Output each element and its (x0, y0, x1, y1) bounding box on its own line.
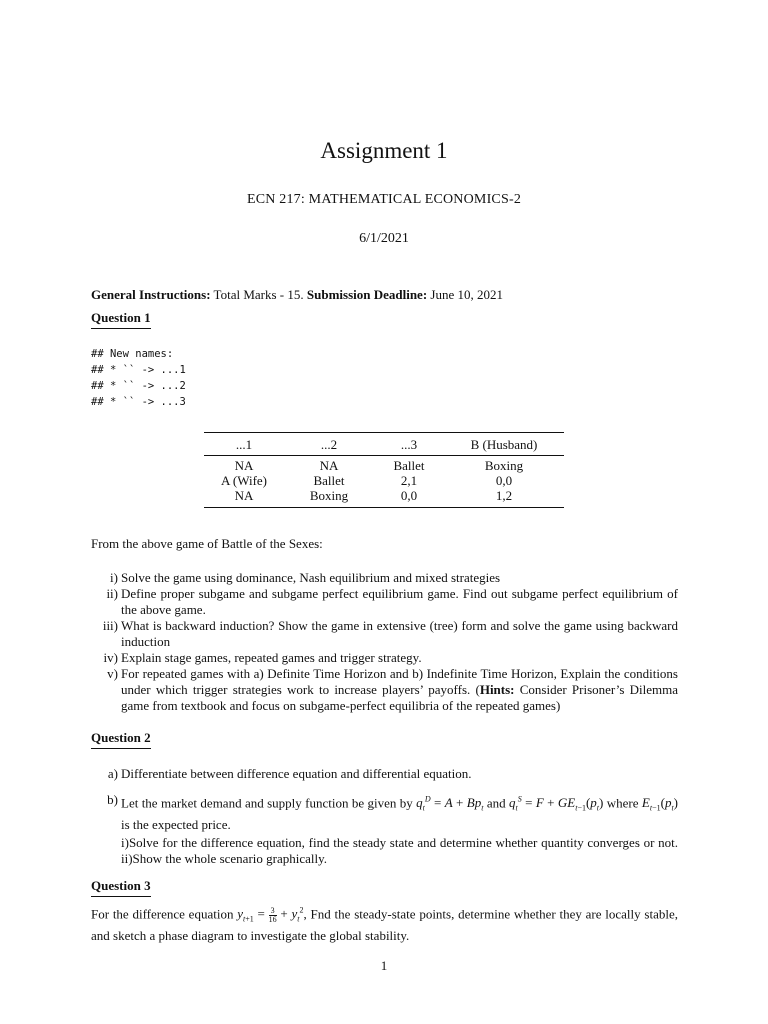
table-header: ...2 (320, 437, 338, 452)
question-2-heading: Question 2 (91, 730, 151, 746)
code-line: ## * `` -> ...2 (91, 380, 186, 392)
question-1-list (91, 570, 678, 714)
instructions-label: General Instructions: (91, 287, 211, 302)
page-number: 1 (380, 958, 388, 973)
list-item: b) Let the market demand and supply function be given by $q_t^D = A + Bp_t$ and $q_t^S = F + GE_{t-1}(p_t)$ where $E_{t-1}(p_t)$ is the expected price. i)Solve for the difference equation, find the steady state and determine whether quantity converges or not. ii)Show the whole scenario graphically. (107, 792, 679, 866)
page-title: Assignment 1 (320, 138, 448, 163)
code-line: ## New names: (91, 348, 174, 360)
supply-function: $q_t^S = F + GE_{t-1}(p_t)$ (508, 795, 604, 813)
code-line: ## * `` -> ...1 (91, 364, 186, 376)
table-header: ...3 (400, 437, 418, 452)
list-item: v) For repeated games with a) Definite Time Horizon and b) Indefinite Time Horizon, Explain the conditions under which trigger strategies work to increase players’ payoffs. (Hints: Consider Prisoner’s Dilemma game from textbook and focus on subgame-perfect equilibria of the repeated games) (107, 666, 678, 713)
table-header: ...1 (235, 437, 253, 452)
course-title: ECN 217: MATHEMATICAL ECONOMICS-2 (246, 192, 522, 207)
assignment-date: 6/1/2021 (359, 231, 409, 246)
payoff-table (204, 432, 564, 508)
difference-equation: $y_{t+1}$ = $\frac{3}{16}$ + $y_t^2$ (237, 905, 304, 924)
demand-function: $q_t^D = A + Bp_t$ (416, 795, 484, 813)
question-3-heading: Question 3 (91, 878, 151, 894)
list-item: i) Solve the game using dominance, Nash equilibrium and mixed strategies (110, 570, 501, 585)
code-output (91, 346, 186, 410)
list-item: iii) What is backward induction? Show the game in extensive (tree) form and solve the game using backward induction (102, 618, 678, 649)
deadline-date: June 10, 2021 (430, 287, 504, 302)
table-row: A (Wife) Ballet 2,1 0,0 (220, 473, 513, 488)
expected-price: $E_{t-1}(p_t)$ (641, 795, 679, 813)
table-row: NA Boxing 0,0 1,2 (204, 488, 564, 508)
question-1-heading: Question 1 (91, 310, 151, 326)
deadline-label: Submission Deadline: (306, 287, 428, 302)
code-line: ## * `` -> ...3 (91, 396, 186, 408)
general-instructions (91, 287, 503, 303)
table-header: B (Husband) (470, 437, 538, 452)
question-2-list (91, 766, 678, 867)
list-item: iv) Explain stage games, repeated games and trigger strategy. (103, 650, 422, 665)
question-2b-task: i)Solve for the difference equation, find the steady state and determine whether quantity converges or not. ii)Show the whole scenario graphically. (121, 834, 678, 866)
question-1-intro: From the above game of Battle of the Sexes: (91, 536, 323, 551)
hint-label: Hints: (479, 682, 515, 697)
list-item: ii) Define proper subgame and subgame perfect equilibrium game. Find out subgame perfect equilibrium of the above game. (106, 586, 678, 617)
table-row: NA NA Ballet Boxing (234, 458, 524, 473)
list-item: a) Differentiate between difference equation and differential equation. (107, 766, 472, 781)
question-3-text: For the difference equation $y_{t+1}$ = $\frac{3}{16}$ + $y_t^2$, Fnd the steady-state points, determine whether they are locally stable, and sketch a phase diagram to investigate the global stability. (91, 905, 678, 943)
total-marks: Total Marks - 15. (213, 287, 304, 302)
